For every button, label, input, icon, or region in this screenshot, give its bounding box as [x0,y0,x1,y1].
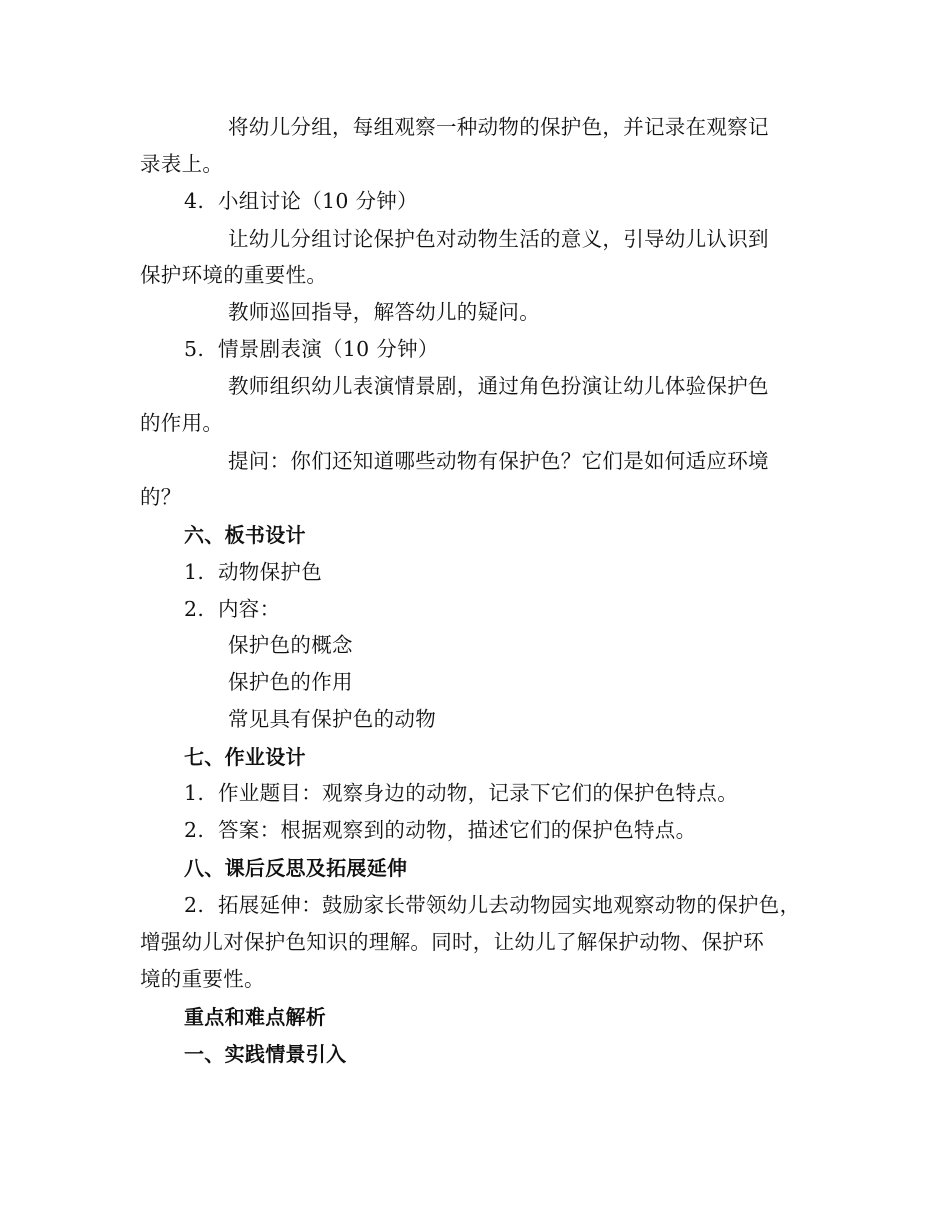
list-number: 4. [184,189,205,213]
list-text: 小组讨论（10 分钟） [218,189,418,213]
paragraph-line: 让幼儿分组讨论保护色对动物生活的意义，引导幼儿认识到 [228,227,769,251]
list-item-2 [184,817,696,843]
list-item-2 [184,596,280,622]
paragraph-line: 增强幼儿对保护色知识的理解。同时，让幼儿了解保护动物、保护环 [140,930,764,954]
section-heading-analysis: 重点和难点解析 [184,1005,327,1029]
list-item-2 [184,892,800,918]
paragraph-line: 的作用。 [140,411,224,435]
list-number: 2. [184,597,205,621]
sub-item: 保护色的作用 [228,670,353,694]
paragraph-line: 提问：你们还知道哪些动物有保护色？它们是如何适应环境 [228,449,769,473]
list-item-1 [184,559,322,585]
list-number: 5. [184,337,205,361]
list-item-4 [184,188,418,214]
list-item-5 [184,336,439,362]
paragraph-line: 的？ [140,485,182,509]
list-number: 1. [184,560,205,584]
list-text: 动物保护色 [218,560,322,584]
paragraph-line: 将幼儿分组，每组观察一种动物的保护色，并记录在观察记 [228,115,769,139]
paragraph-line: 教师组织幼儿表演情景剧，通过角色扮演让幼儿体验保护色 [228,374,769,398]
list-text: 情景剧表演（10 分钟） [218,337,439,361]
section-heading-1: 一、实践情景引入 [184,1042,347,1066]
list-item-1 [184,780,738,806]
list-number: 2. [184,818,205,842]
paragraph-line: 录表上。 [140,152,224,176]
list-text: 内容： [218,597,281,621]
paragraph-line: 境的重要性。 [140,967,265,991]
section-heading-6: 六、板书设计 [184,523,306,547]
list-text: 答案：根据观察到的动物，描述它们的保护色特点。 [218,818,697,842]
section-heading-7: 七、作业设计 [184,745,306,769]
sub-item: 保护色的概念 [228,633,353,657]
list-number: 2. [184,893,205,917]
list-text: 作业题目：观察身边的动物，记录下它们的保护色特点。 [218,781,738,805]
paragraph-line: 保护环境的重要性。 [140,263,328,287]
section-heading-8: 八、课后反思及拓展延伸 [184,856,408,880]
list-text: 拓展延伸：鼓励家长带领幼儿去动物园实地观察动物的保护色， [218,893,801,917]
sub-item: 常见具有保护色的动物 [228,707,436,731]
paragraph-line: 教师巡回指导，解答幼儿的疑问。 [228,300,540,324]
list-number: 1. [184,781,205,805]
